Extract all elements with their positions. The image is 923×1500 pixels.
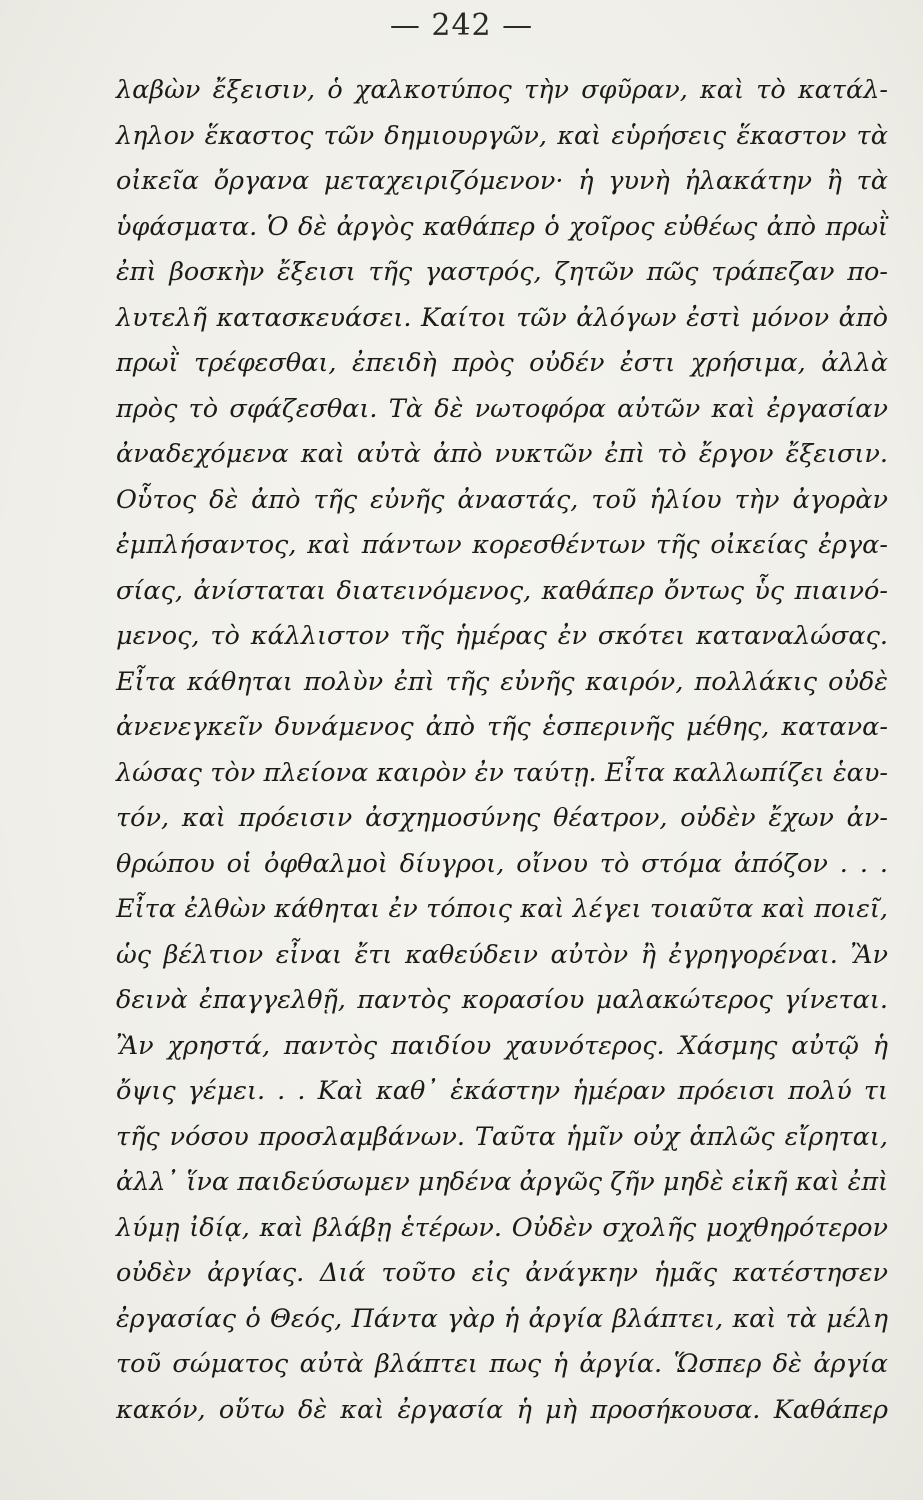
text-line: Εἶτα κάθηται πολὺν ἐπὶ τῆς εὐνῆς καιρόν, πολλάκις οὐδὲ: [116, 666, 888, 697]
text-line: Ἂν χρηστά, παντὸς παιδίου χαυνότερος. Χάσμης αὐτῷ ἡ: [116, 1030, 888, 1061]
text-line: τῆς νόσου προσλαμβάνων. Ταῦτα ἡμῖν οὐχ ἁπλῶς εἴρηται,: [116, 1121, 888, 1152]
text-line: λυτελῆ κατασκευάσει. Καίτοι τῶν ἀλόγων ἐστὶ μόνον ἀπὸ: [116, 302, 888, 333]
text-line: δεινὰ ἐπαγγελθῇ, παντὸς κορασίου μαλακώτερος γίνεται.: [116, 985, 888, 1015]
text-line: ἀλλ᾽ ἵνα παιδεύσωμεν μηδένα ἀργῶς ζῆν μηδὲ εἰκῆ καὶ ἐπὶ: [116, 1167, 889, 1197]
text-line: πρὸς τὸ σφάζεσθαι. Τὰ δὲ νωτοφόρα αὐτῶν καὶ ἐργασίαν: [116, 393, 888, 424]
text-line: οὐδὲν ἀργίας. Διά τοῦτο εἰς ἀνάγκην ἡμᾶς κατέστησεν: [116, 1258, 888, 1288]
text-line: Εἶτα ἐλθὼν κάθηται ἐν τόποις καὶ λέγει τοιαῦτα καὶ ποιεῖ,: [116, 894, 888, 924]
body-text: [116, 68, 888, 1433]
text-line: ἐργασίας ὁ Θεός, Πάντα γὰρ ἡ ἀργία βλάπτει, καὶ τὰ μέλη: [116, 1303, 888, 1334]
text-line: ὡς βέλτιον εἶναι ἔτι καθεύδειν αὐτὸν ἢ ἐγρηγορέναι. Ἂν: [116, 939, 888, 970]
text-line: ὑφάσματα. Ὁ δὲ ἀργὸς καθάπερ ὁ χοῖρος εὐθέως ἀπὸ πρωῒ: [116, 211, 888, 242]
text-line: λαβὼν ἔξεισιν, ὁ χαλκοτύπος τὴν σφῦραν, καὶ τὸ κατάλ-: [116, 75, 888, 105]
text-line: ἐπὶ βοσκὴν ἔξεισι τῆς γαστρός, ζητῶν πῶς τράπεζαν πο-: [116, 257, 888, 287]
text-line: ἀναδεχόμενα καὶ αὐτὰ ἀπὸ νυκτῶν ἐπὶ τὸ ἔργον ἔξεισιν.: [116, 439, 888, 469]
text-line: ληλον ἕκαστος τῶν δημιουργῶν, καὶ εὑρήσεις ἕκαστον τὰ: [116, 120, 888, 151]
text-line: τόν, καὶ πρόεισιν ἀσχημοσύνης θέατρον, οὐδὲν ἔχων ἀν-: [116, 803, 888, 833]
text-line: θρώπου οἱ ὀφθαλμοὶ δίυγροι, οἴνου τὸ στόμα ἀπόζον . . .: [116, 848, 888, 879]
page-number: — 242 —: [389, 8, 534, 43]
text-line: πρωῒ τρέφεσθαι, ἐπειδὴ πρὸς οὐδέν ἐστι χρήσιμα, ἀλλὰ: [116, 348, 888, 378]
text-line: ὄψις γέμει. . . Καὶ καθ᾽ ἑκάστην ἡμέραν πρόεισι πολύ τι: [116, 1076, 888, 1106]
text-line: λύμῃ ἰδίᾳ, καὶ βλάβῃ ἑτέρων. Οὐδὲν σχολῆς μοχθηρότερον: [116, 1212, 888, 1243]
text-line: μενος, τὸ κάλλιστον τῆς ἡμέρας ἐν σκότει καταναλώσας.: [116, 621, 888, 651]
text-line: κακόν, οὕτω δὲ καὶ ἐργασία ἡ μὴ προσήκουσα. Καθάπερ: [116, 1394, 888, 1425]
text-line: οἰκεῖα ὄργανα μεταχειριζόμενον· ἡ γυνὴ ἠλακάτην ἢ τὰ: [116, 166, 888, 196]
text-line: τοῦ σώματος αὐτὰ βλάπτει πως ἡ ἀργία. Ὥσπερ δὲ ἀργία: [116, 1349, 888, 1379]
text-line: Οὗτος δὲ ἀπὸ τῆς εὐνῆς ἀναστάς, τοῦ ἡλίου τὴν ἀγορὰν: [116, 484, 888, 515]
text-line: σίας, ἀνίσταται διατεινόμενος, καθάπερ ὄντως ὗς πιαινό-: [116, 575, 888, 606]
text-line: ἐμπλήσαντος, καὶ πάντων κορεσθέντων τῆς οἰκείας ἐργα-: [116, 530, 888, 560]
text-line: λώσας τὸν πλείονα καιρὸν ἐν ταύτῃ. Εἶτα καλλωπίζει ἑαυ-: [116, 757, 888, 788]
text-line: ἀνενεγκεῖν δυνάμενος ἀπὸ τῆς ἑσπερινῆς μέθης, κατανα-: [116, 712, 888, 742]
